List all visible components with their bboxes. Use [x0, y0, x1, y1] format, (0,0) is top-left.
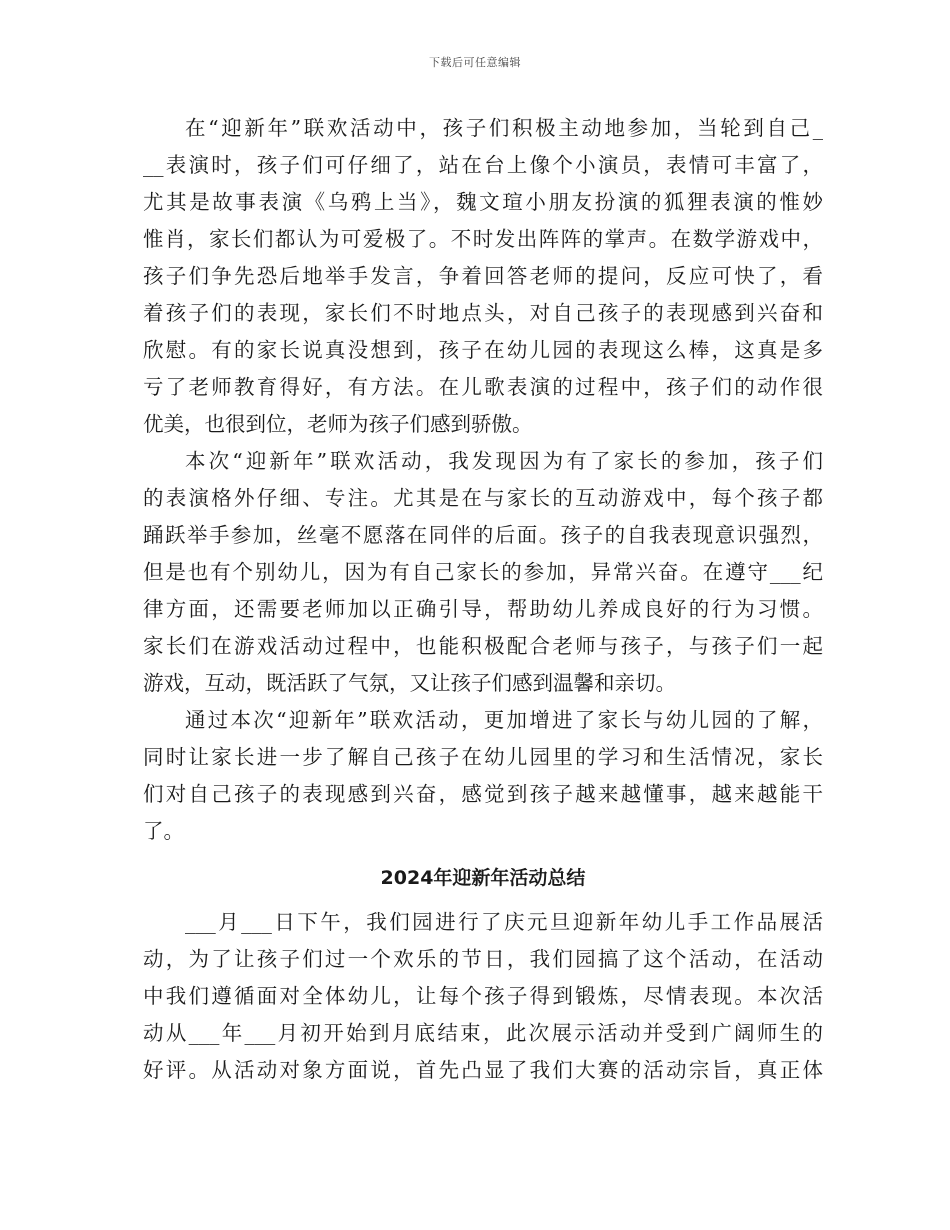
section-title: 2024年迎新年活动总结: [380, 867, 586, 889]
text-line: 尤其是故事表演《乌鸦上当》，魏文瑄小朋友扮演的狐狸表演的惟妙: [143, 190, 823, 214]
paragraph-4: [143, 904, 823, 1089]
text-line: 动，为了让孩子们过一个欢乐的节日，我们园搞了这个活动，在活动: [143, 947, 823, 971]
paragraph-1: [143, 110, 823, 443]
paragraph-2: [143, 443, 823, 702]
page-header-note: 下载后可任意编辑: [429, 56, 521, 69]
text-line: 在“迎新年”联欢活动中，孩子们积极主动地参加，当轮到自己_: [185, 116, 823, 140]
paragraph-3: [143, 702, 823, 850]
text-line: 律方面，还需要老师加以正确引导，帮助幼儿养成良好的行为习惯。: [143, 597, 823, 621]
text-line: 通过本次“迎新年”联欢活动，更加增进了家长与幼儿园的了解，: [185, 708, 823, 732]
document-body: [143, 110, 823, 1089]
text-line: 本次“迎新年”联欢活动，我发现因为有了家长的参加，孩子们: [185, 449, 823, 473]
text-line: 好评。从活动对象方面说，首先凸显了我们大赛的活动宗旨，真正体: [143, 1058, 823, 1082]
text-line: 踊跃举手参加，丝毫不愿落在同伴的后面。孩子的自我表现意识强烈，: [143, 523, 823, 547]
text-line: 孩子们争先恐后地举手发言，争着回答老师的提问，反应可快了，看: [143, 264, 823, 288]
text-line: 着孩子们的表现，家长们不时地点头，对自己孩子的表现感到兴奋和: [143, 301, 823, 325]
text-line: 优美，也很到位，老师为孩子们感到骄傲。: [143, 412, 533, 436]
text-line: 但是也有个别幼儿，因为有自己家长的参加，异常兴奋。在遵守___纪: [143, 560, 823, 584]
text-line: 家长们在游戏活动过程中，也能积极配合老师与孩子，与孩子们一起: [143, 634, 823, 658]
text-line: 亏了老师教育得好，有方法。在儿歌表演的过程中，孩子们的动作很: [143, 375, 823, 399]
text-line: 中我们遵循面对全体幼儿，让每个孩子得到锻炼，尽情表现。本次活: [143, 984, 823, 1008]
text-line: 同时让家长进一步了解自己孩子在幼儿园里的学习和生活情况，家长: [143, 745, 823, 769]
text-line: __表演时，孩子们可仔细了，站在台上像个小演员，表情可丰富了，: [143, 153, 823, 177]
text-line: 惟肖，家长们都认为可爱极了。不时发出阵阵的掌声。在数学游戏中，: [143, 227, 823, 251]
text-line: 动从___年___月初开始到月底结束，此次展示活动并受到广阔师生的: [143, 1021, 823, 1045]
text-line: 欣慰。有的家长说真没想到，孩子在幼儿园的表现这么棒，这真是多: [143, 338, 823, 362]
text-line: 游戏，互动，既活跃了气氛，又让孩子们感到温馨和亲切。: [143, 671, 676, 695]
text-line: ___月___日下午，我们园进行了庆元旦迎新年幼儿手工作品展活: [185, 910, 823, 934]
text-line: 们对自己孩子的表现感到兴奋，感觉到孩子越来越懂事，越来越能干: [143, 782, 823, 806]
text-line: 的表演格外仔细、专注。尤其是在与家长的互动游戏中，每个孩子都: [143, 486, 823, 510]
text-line: 了。: [143, 819, 184, 843]
